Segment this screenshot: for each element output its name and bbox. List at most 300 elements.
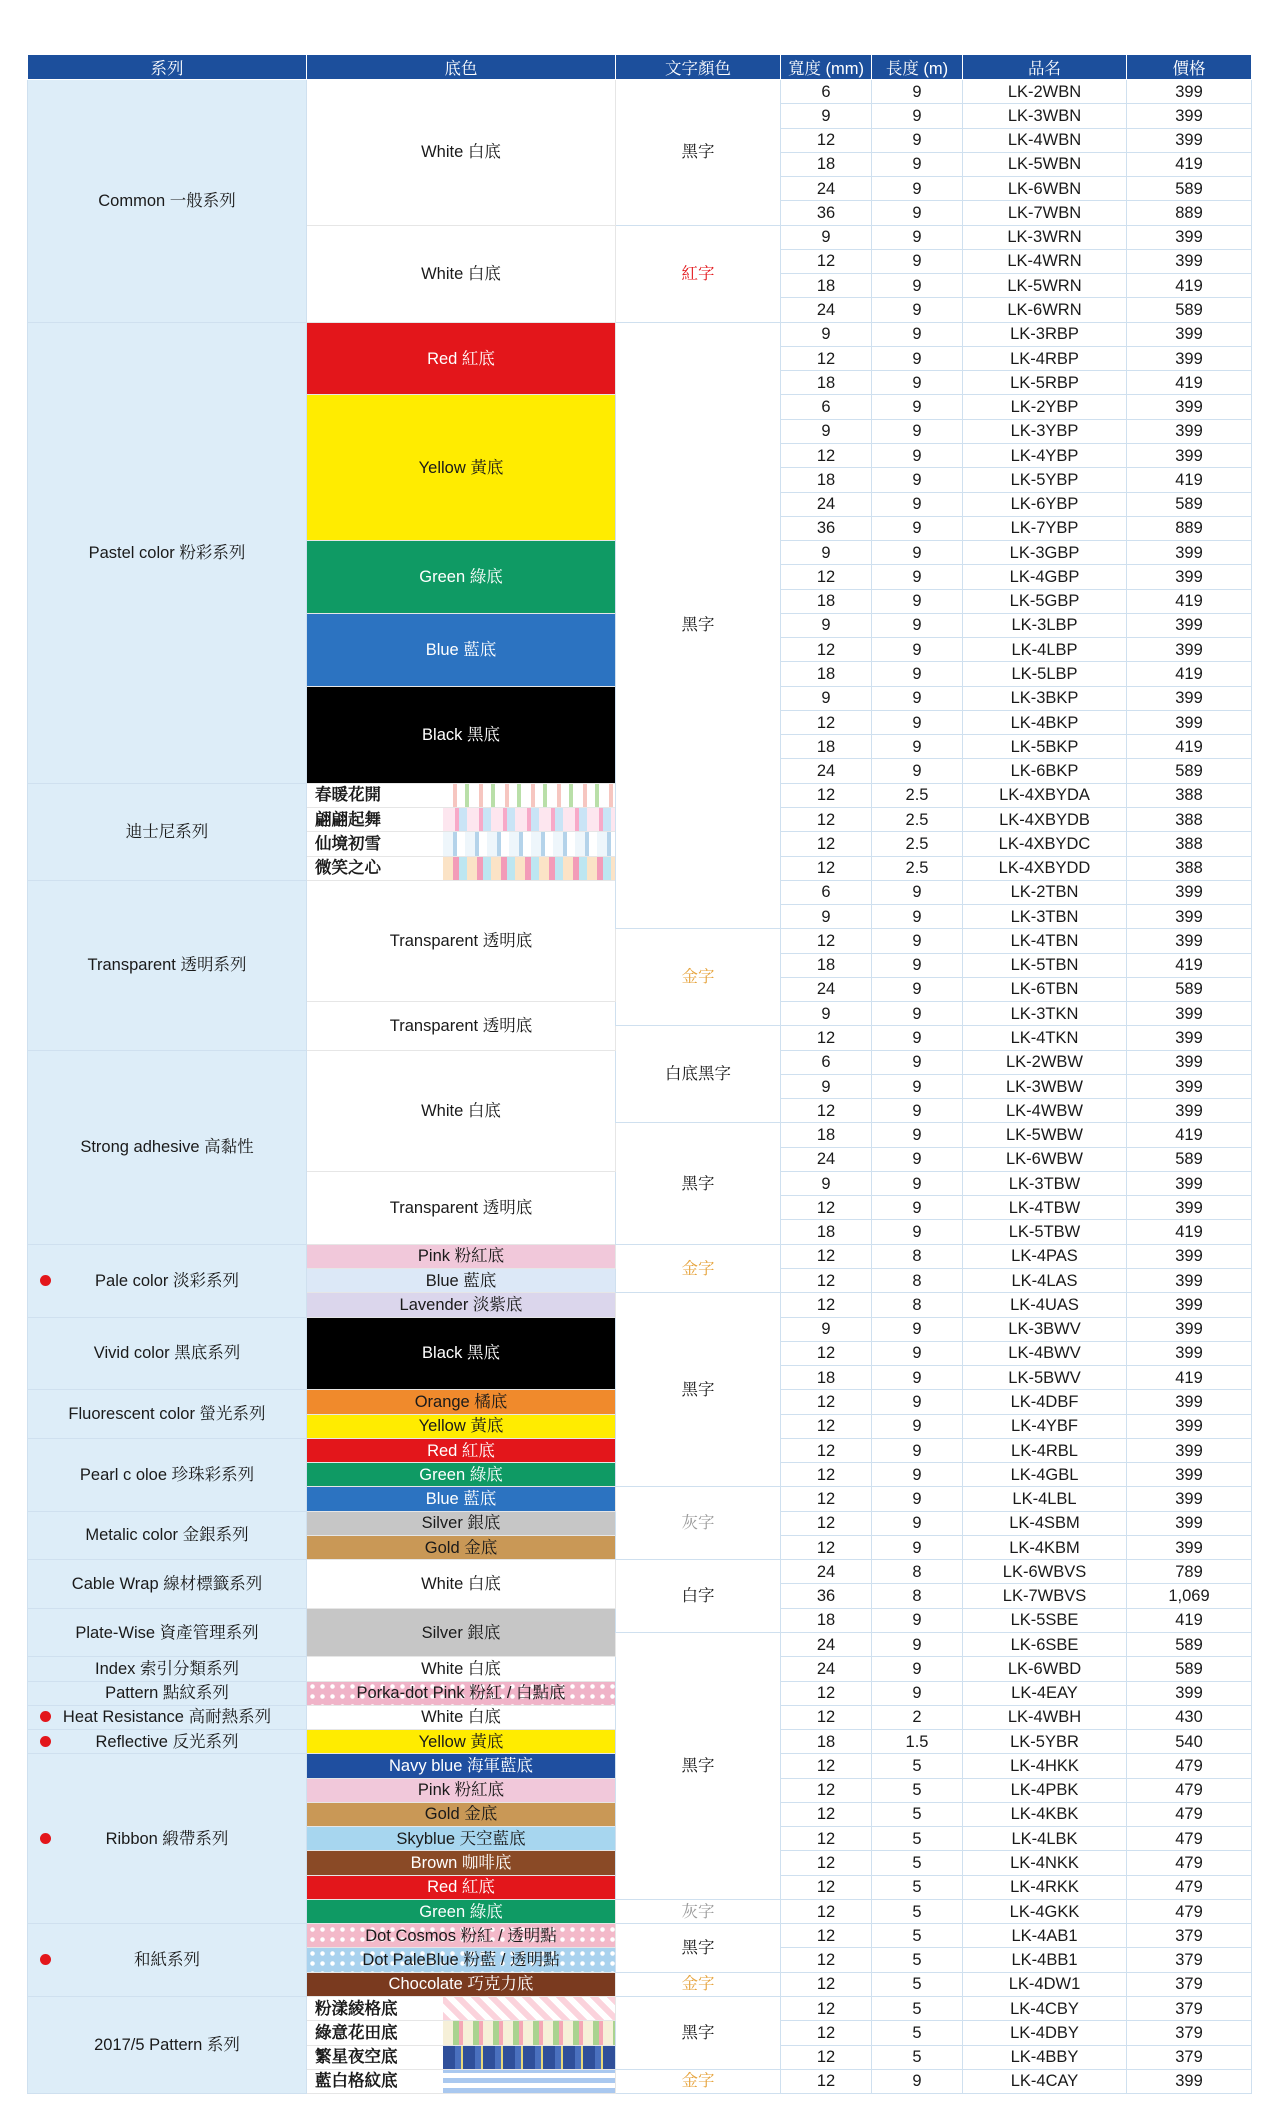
product-name-cell: LK-3LBP	[963, 613, 1127, 637]
length-cell: 9	[872, 1123, 963, 1147]
length-cell: 9	[872, 1657, 963, 1681]
length-cell: 9	[872, 1026, 963, 1050]
series-label: Ribbon 緞帶系列	[105, 1829, 229, 1848]
product-name-cell: LK-3BWV	[963, 1317, 1127, 1341]
price-cell: 419	[1127, 468, 1252, 492]
width-cell: 12	[781, 565, 872, 589]
product-name-cell: LK-4CAY	[963, 2069, 1127, 2093]
tape-price-table	[27, 54, 1252, 2094]
background-color-cell: Blue 藍底	[307, 613, 616, 686]
width-cell: 12	[781, 1924, 872, 1948]
product-name-cell: LK-4KBK	[963, 1802, 1127, 1826]
product-name-cell: LK-4LBL	[963, 1487, 1127, 1511]
product-name-cell: LK-3TKN	[963, 1002, 1127, 1026]
series-label: Plate-Wise 資產管理系列	[75, 1623, 259, 1642]
width-cell: 18	[781, 152, 872, 176]
background-color-cell: Gold 金底	[307, 1802, 616, 1826]
text-color-cell: 金字	[616, 1244, 781, 1293]
text-color-cell: 黑字	[616, 1293, 781, 1487]
pattern-label: 仙境初雪	[315, 834, 381, 853]
price-cell: 379	[1127, 2021, 1252, 2045]
series-label: Heat Resistance 高耐熱系列	[62, 1708, 272, 1727]
length-cell: 8	[872, 1293, 963, 1317]
price-cell: 379	[1127, 1948, 1252, 1972]
text-color-cell: 白字	[616, 1560, 781, 1633]
new-marker-dot	[40, 1736, 51, 1747]
width-cell: 24	[781, 1560, 872, 1584]
series-name	[28, 1317, 307, 1390]
product-name-cell: LK-4GBP	[963, 565, 1127, 589]
width-cell: 12	[781, 1948, 872, 1972]
table-row	[28, 1996, 1252, 2020]
length-cell: 5	[872, 1924, 963, 1948]
length-cell: 9	[872, 880, 963, 904]
price-cell: 388	[1127, 832, 1252, 856]
width-cell: 12	[781, 1996, 872, 2020]
price-cell: 399	[1127, 929, 1252, 953]
length-cell: 9	[872, 638, 963, 662]
product-name-cell: LK-4YBF	[963, 1414, 1127, 1438]
length-cell: 9	[872, 1147, 963, 1171]
product-name-cell: LK-3BKP	[963, 686, 1127, 710]
series-name	[28, 783, 307, 880]
text-color-cell: 灰字	[616, 1487, 781, 1560]
length-cell: 8	[872, 1269, 963, 1293]
series-name	[28, 1608, 307, 1657]
pattern-label: 翩翩起舞	[315, 810, 381, 829]
length-cell: 9	[872, 1535, 963, 1559]
series-name	[28, 1730, 307, 1754]
product-name-cell: LK-4BB1	[963, 1948, 1127, 1972]
price-cell: 479	[1127, 1778, 1252, 1802]
background-color-cell	[307, 2021, 616, 2045]
background-color-cell: Green 綠底	[307, 1899, 616, 1923]
width-cell: 9	[781, 1171, 872, 1195]
width-cell: 18	[781, 274, 872, 298]
width-cell: 18	[781, 1220, 872, 1244]
table-header-row	[28, 55, 1252, 80]
header-background-color: 底色	[307, 55, 616, 80]
length-cell: 5	[872, 1875, 963, 1899]
product-name-cell: LK-6TBN	[963, 977, 1127, 1001]
pattern-label: 繁星夜空底	[315, 2048, 398, 2067]
background-color-cell	[307, 832, 616, 856]
background-color-cell	[307, 2045, 616, 2069]
pattern-swatch	[443, 2070, 615, 2093]
price-cell: 399	[1127, 322, 1252, 346]
length-cell: 9	[872, 1196, 963, 1220]
background-color-cell: Red 紅底	[307, 1438, 616, 1462]
series-label: Index 索引分類系列	[95, 1659, 239, 1678]
price-cell: 589	[1127, 759, 1252, 783]
length-cell: 9	[872, 395, 963, 419]
length-cell: 5	[872, 1851, 963, 1875]
length-cell: 9	[872, 201, 963, 225]
price-cell: 399	[1127, 1317, 1252, 1341]
product-name-cell: LK-5BKP	[963, 735, 1127, 759]
product-name-cell: LK-5WRN	[963, 274, 1127, 298]
product-name-cell: LK-4GBL	[963, 1463, 1127, 1487]
background-color-cell: White 白底	[307, 1050, 616, 1171]
length-cell: 9	[872, 929, 963, 953]
price-cell: 399	[1127, 686, 1252, 710]
product-name-cell: LK-4RBL	[963, 1438, 1127, 1462]
price-cell: 419	[1127, 152, 1252, 176]
price-cell: 479	[1127, 1802, 1252, 1826]
length-cell: 9	[872, 1050, 963, 1074]
text-color-cell: 白底黑字	[616, 1026, 781, 1123]
price-cell: 479	[1127, 1899, 1252, 1923]
pattern-swatch	[443, 2021, 615, 2044]
length-cell: 9	[872, 905, 963, 929]
width-cell: 12	[781, 1293, 872, 1317]
series-label: Pearl c oloe 珍珠彩系列	[79, 1465, 255, 1484]
price-cell: 589	[1127, 492, 1252, 516]
price-cell: 419	[1127, 662, 1252, 686]
product-name-cell: LK-4HKK	[963, 1754, 1127, 1778]
length-cell: 9	[872, 468, 963, 492]
text-color-cell: 紅字	[616, 225, 781, 322]
length-cell: 9	[872, 80, 963, 104]
header-width: 寬度 (mm)	[781, 55, 872, 80]
width-cell: 12	[781, 783, 872, 807]
length-cell: 9	[872, 613, 963, 637]
width-cell: 36	[781, 201, 872, 225]
background-color-cell: Yellow 黃底	[307, 1414, 616, 1438]
product-name-cell: LK-4RBP	[963, 346, 1127, 370]
price-cell: 399	[1127, 1293, 1252, 1317]
pattern-label: 春暖花開	[315, 786, 381, 805]
series-name	[28, 1244, 307, 1317]
price-cell: 479	[1127, 1875, 1252, 1899]
product-name-cell: LK-4SBM	[963, 1511, 1127, 1535]
series-label: Fluorescent color 螢光系列	[68, 1405, 266, 1424]
series-label: Metalic color 金銀系列	[85, 1526, 249, 1545]
price-cell: 419	[1127, 274, 1252, 298]
product-name-cell: LK-5YBP	[963, 468, 1127, 492]
price-cell: 589	[1127, 1633, 1252, 1657]
length-cell: 9	[872, 1681, 963, 1705]
price-cell: 399	[1127, 1026, 1252, 1050]
length-cell: 5	[872, 1948, 963, 1972]
length-cell: 9	[872, 152, 963, 176]
background-color-cell: White 白底	[307, 225, 616, 322]
background-color-cell: White 白底	[307, 80, 616, 226]
width-cell: 18	[781, 1366, 872, 1390]
width-cell: 6	[781, 80, 872, 104]
series-name	[28, 1560, 307, 1609]
product-name-cell: LK-4UAS	[963, 1293, 1127, 1317]
product-name-cell: LK-5TBW	[963, 1220, 1127, 1244]
text-color-cell: 金字	[616, 2069, 781, 2093]
product-name-cell: LK-2WBN	[963, 80, 1127, 104]
text-color-cell: 黑字	[616, 1996, 781, 2069]
background-color-cell	[307, 2069, 616, 2093]
price-cell: 399	[1127, 1341, 1252, 1365]
width-cell: 12	[781, 1851, 872, 1875]
product-name-cell: LK-6WBVS	[963, 1560, 1127, 1584]
background-color-cell: Yellow 黃底	[307, 1730, 616, 1754]
width-cell: 9	[781, 1002, 872, 1026]
width-cell: 12	[781, 856, 872, 880]
length-cell: 9	[872, 565, 963, 589]
price-cell: 399	[1127, 1269, 1252, 1293]
background-color-cell: Dot PaleBlue 粉藍 / 透明點	[307, 1948, 616, 1972]
price-cell: 399	[1127, 346, 1252, 370]
price-cell: 589	[1127, 177, 1252, 201]
width-cell: 12	[781, 443, 872, 467]
price-cell: 399	[1127, 395, 1252, 419]
length-cell: 9	[872, 1366, 963, 1390]
series-name	[28, 1705, 307, 1729]
series-name	[28, 1754, 307, 1924]
series-label: Pale color 淡彩系列	[95, 1271, 239, 1290]
series-name	[28, 322, 307, 783]
price-cell: 388	[1127, 856, 1252, 880]
price-cell: 379	[1127, 1996, 1252, 2020]
series-name	[28, 880, 307, 1050]
width-cell: 12	[781, 1511, 872, 1535]
length-cell: 9	[872, 492, 963, 516]
pattern-label: 粉漾綾格底	[315, 1999, 398, 2018]
price-cell: 379	[1127, 2045, 1252, 2069]
pattern-swatch	[443, 808, 615, 831]
product-name-cell: LK-6SBE	[963, 1633, 1127, 1657]
length-cell: 9	[872, 419, 963, 443]
length-cell: 9	[872, 128, 963, 152]
length-cell: 9	[872, 1633, 963, 1657]
length-cell: 9	[872, 322, 963, 346]
length-cell: 9	[872, 1317, 963, 1341]
length-cell: 9	[872, 1099, 963, 1123]
header-product-name: 品名	[963, 55, 1127, 80]
product-name-cell: LK-4CBY	[963, 1996, 1127, 2020]
product-name-cell: LK-6WBW	[963, 1147, 1127, 1171]
width-cell: 18	[781, 589, 872, 613]
width-cell: 12	[781, 1827, 872, 1851]
width-cell: 18	[781, 1608, 872, 1632]
product-name-cell: LK-4RKK	[963, 1875, 1127, 1899]
price-cell: 399	[1127, 905, 1252, 929]
price-cell: 399	[1127, 541, 1252, 565]
width-cell: 9	[781, 322, 872, 346]
width-cell: 12	[781, 249, 872, 273]
price-cell: 419	[1127, 735, 1252, 759]
product-name-cell: LK-5BWV	[963, 1366, 1127, 1390]
background-color-cell: Black 黑底	[307, 686, 616, 783]
background-color-cell: Green 綠底	[307, 541, 616, 614]
text-color-cell: 黑字	[616, 1633, 781, 1900]
length-cell: 9	[872, 953, 963, 977]
series-name	[28, 1050, 307, 1244]
length-cell: 9	[872, 2069, 963, 2093]
background-color-cell: White 白底	[307, 1657, 616, 1681]
width-cell: 6	[781, 1050, 872, 1074]
length-cell: 9	[872, 1438, 963, 1462]
background-color-cell	[307, 783, 616, 807]
length-cell: 2.5	[872, 832, 963, 856]
width-cell: 18	[781, 1730, 872, 1754]
product-name-cell: LK-4XBYDA	[963, 783, 1127, 807]
width-cell: 12	[781, 929, 872, 953]
length-cell: 2.5	[872, 783, 963, 807]
background-color-cell: Blue 藍底	[307, 1487, 616, 1511]
background-color-cell: Silver 銀底	[307, 1608, 616, 1657]
length-cell: 9	[872, 249, 963, 273]
product-name-cell: LK-4XBYDD	[963, 856, 1127, 880]
header-length: 長度 (m)	[872, 55, 963, 80]
table-row	[28, 322, 1252, 346]
width-cell: 12	[781, 1899, 872, 1923]
price-cell: 399	[1127, 2069, 1252, 2093]
length-cell: 9	[872, 977, 963, 1001]
background-color-cell: Lavender 淡紫底	[307, 1293, 616, 1317]
product-name-cell: LK-3RBP	[963, 322, 1127, 346]
length-cell: 2.5	[872, 856, 963, 880]
product-name-cell: LK-6WRN	[963, 298, 1127, 322]
width-cell: 12	[781, 1778, 872, 1802]
length-cell: 5	[872, 1802, 963, 1826]
price-cell: 419	[1127, 1123, 1252, 1147]
price-cell: 399	[1127, 1244, 1252, 1268]
text-color-cell: 金字	[616, 1972, 781, 1996]
product-name-cell: LK-5WBN	[963, 152, 1127, 176]
price-cell: 379	[1127, 1924, 1252, 1948]
width-cell: 12	[781, 2069, 872, 2093]
price-cell: 399	[1127, 710, 1252, 734]
text-color-cell: 金字	[616, 929, 781, 1026]
width-cell: 9	[781, 686, 872, 710]
table-row	[28, 1924, 1252, 1948]
background-color-cell: Transparent 透明底	[307, 1002, 616, 1051]
price-cell: 399	[1127, 638, 1252, 662]
product-name-cell: LK-4DBF	[963, 1390, 1127, 1414]
product-name-cell: LK-5LBP	[963, 662, 1127, 686]
price-cell: 399	[1127, 1463, 1252, 1487]
length-cell: 9	[872, 1487, 963, 1511]
background-color-cell: Porka-dot Pink 粉紅 / 白點底	[307, 1681, 616, 1705]
width-cell: 36	[781, 1584, 872, 1608]
price-cell: 419	[1127, 1366, 1252, 1390]
background-color-cell	[307, 856, 616, 880]
width-cell: 24	[781, 298, 872, 322]
length-cell: 9	[872, 1608, 963, 1632]
price-cell: 379	[1127, 1972, 1252, 1996]
width-cell: 24	[781, 759, 872, 783]
product-name-cell: LK-5RBP	[963, 371, 1127, 395]
width-cell: 12	[781, 1390, 872, 1414]
length-cell: 9	[872, 274, 963, 298]
price-cell: 388	[1127, 783, 1252, 807]
price-cell: 419	[1127, 953, 1252, 977]
text-color-cell: 黑字	[616, 1924, 781, 1973]
product-name-cell: LK-5GBP	[963, 589, 1127, 613]
price-cell: 399	[1127, 1535, 1252, 1559]
table-row	[28, 1560, 1252, 1584]
background-color-cell: Dot Cosmos 粉紅 / 透明點	[307, 1924, 616, 1948]
pattern-swatch	[443, 1997, 615, 2020]
width-cell: 24	[781, 1657, 872, 1681]
length-cell: 9	[872, 1171, 963, 1195]
background-color-cell	[307, 1996, 616, 2020]
width-cell: 24	[781, 1633, 872, 1657]
length-cell: 9	[872, 541, 963, 565]
background-color-cell: Transparent 透明底	[307, 880, 616, 1001]
series-label: Pattern 點紋系列	[105, 1684, 229, 1703]
width-cell: 12	[781, 1438, 872, 1462]
price-cell: 589	[1127, 977, 1252, 1001]
product-name-cell: LK-4LAS	[963, 1269, 1127, 1293]
width-cell: 9	[781, 225, 872, 249]
width-cell: 12	[781, 1269, 872, 1293]
length-cell: 9	[872, 1414, 963, 1438]
width-cell: 12	[781, 1705, 872, 1729]
product-name-cell: LK-6WBD	[963, 1657, 1127, 1681]
width-cell: 24	[781, 1147, 872, 1171]
length-cell: 9	[872, 1511, 963, 1535]
product-name-cell: LK-4DW1	[963, 1972, 1127, 1996]
width-cell: 9	[781, 613, 872, 637]
product-name-cell: LK-4XBYDC	[963, 832, 1127, 856]
width-cell: 12	[781, 1463, 872, 1487]
price-cell: 589	[1127, 1657, 1252, 1681]
width-cell: 12	[781, 1341, 872, 1365]
width-cell: 36	[781, 516, 872, 540]
price-cell: 399	[1127, 1099, 1252, 1123]
price-cell: 399	[1127, 880, 1252, 904]
price-cell: 399	[1127, 1050, 1252, 1074]
length-cell: 9	[872, 371, 963, 395]
product-name-cell: LK-5WBW	[963, 1123, 1127, 1147]
product-name-cell: LK-3WBW	[963, 1074, 1127, 1098]
product-name-cell: LK-4TBN	[963, 929, 1127, 953]
width-cell: 12	[781, 807, 872, 831]
text-color-cell: 黑字	[616, 80, 781, 226]
price-cell: 589	[1127, 1147, 1252, 1171]
width-cell: 12	[781, 1681, 872, 1705]
table-row	[28, 1244, 1252, 1268]
product-name-cell: LK-6WBN	[963, 177, 1127, 201]
pattern-swatch	[443, 2046, 615, 2069]
width-cell: 24	[781, 977, 872, 1001]
width-cell: 12	[781, 1875, 872, 1899]
header-series: 系列	[28, 55, 307, 80]
product-name-cell: LK-6YBP	[963, 492, 1127, 516]
new-marker-dot	[40, 1711, 51, 1722]
width-cell: 12	[781, 1026, 872, 1050]
length-cell: 9	[872, 1463, 963, 1487]
length-cell: 9	[872, 177, 963, 201]
length-cell: 9	[872, 443, 963, 467]
background-color-cell: Red 紅底	[307, 322, 616, 395]
background-color-cell: Green 綠底	[307, 1463, 616, 1487]
product-name-cell: LK-3WRN	[963, 225, 1127, 249]
length-cell: 9	[872, 1220, 963, 1244]
width-cell: 12	[781, 1802, 872, 1826]
product-name-cell: LK-4GKK	[963, 1899, 1127, 1923]
price-cell: 419	[1127, 1608, 1252, 1632]
price-cell: 399	[1127, 1002, 1252, 1026]
product-name-cell: LK-4BKP	[963, 710, 1127, 734]
price-cell: 399	[1127, 128, 1252, 152]
product-name-cell: LK-4WRN	[963, 249, 1127, 273]
product-name-cell: LK-2YBP	[963, 395, 1127, 419]
series-label: Common 一般系列	[98, 191, 236, 210]
length-cell: 8	[872, 1584, 963, 1608]
background-color-cell: Pink 粉紅底	[307, 1244, 616, 1268]
new-marker-dot	[40, 1954, 51, 1965]
product-name-cell: LK-4TKN	[963, 1026, 1127, 1050]
